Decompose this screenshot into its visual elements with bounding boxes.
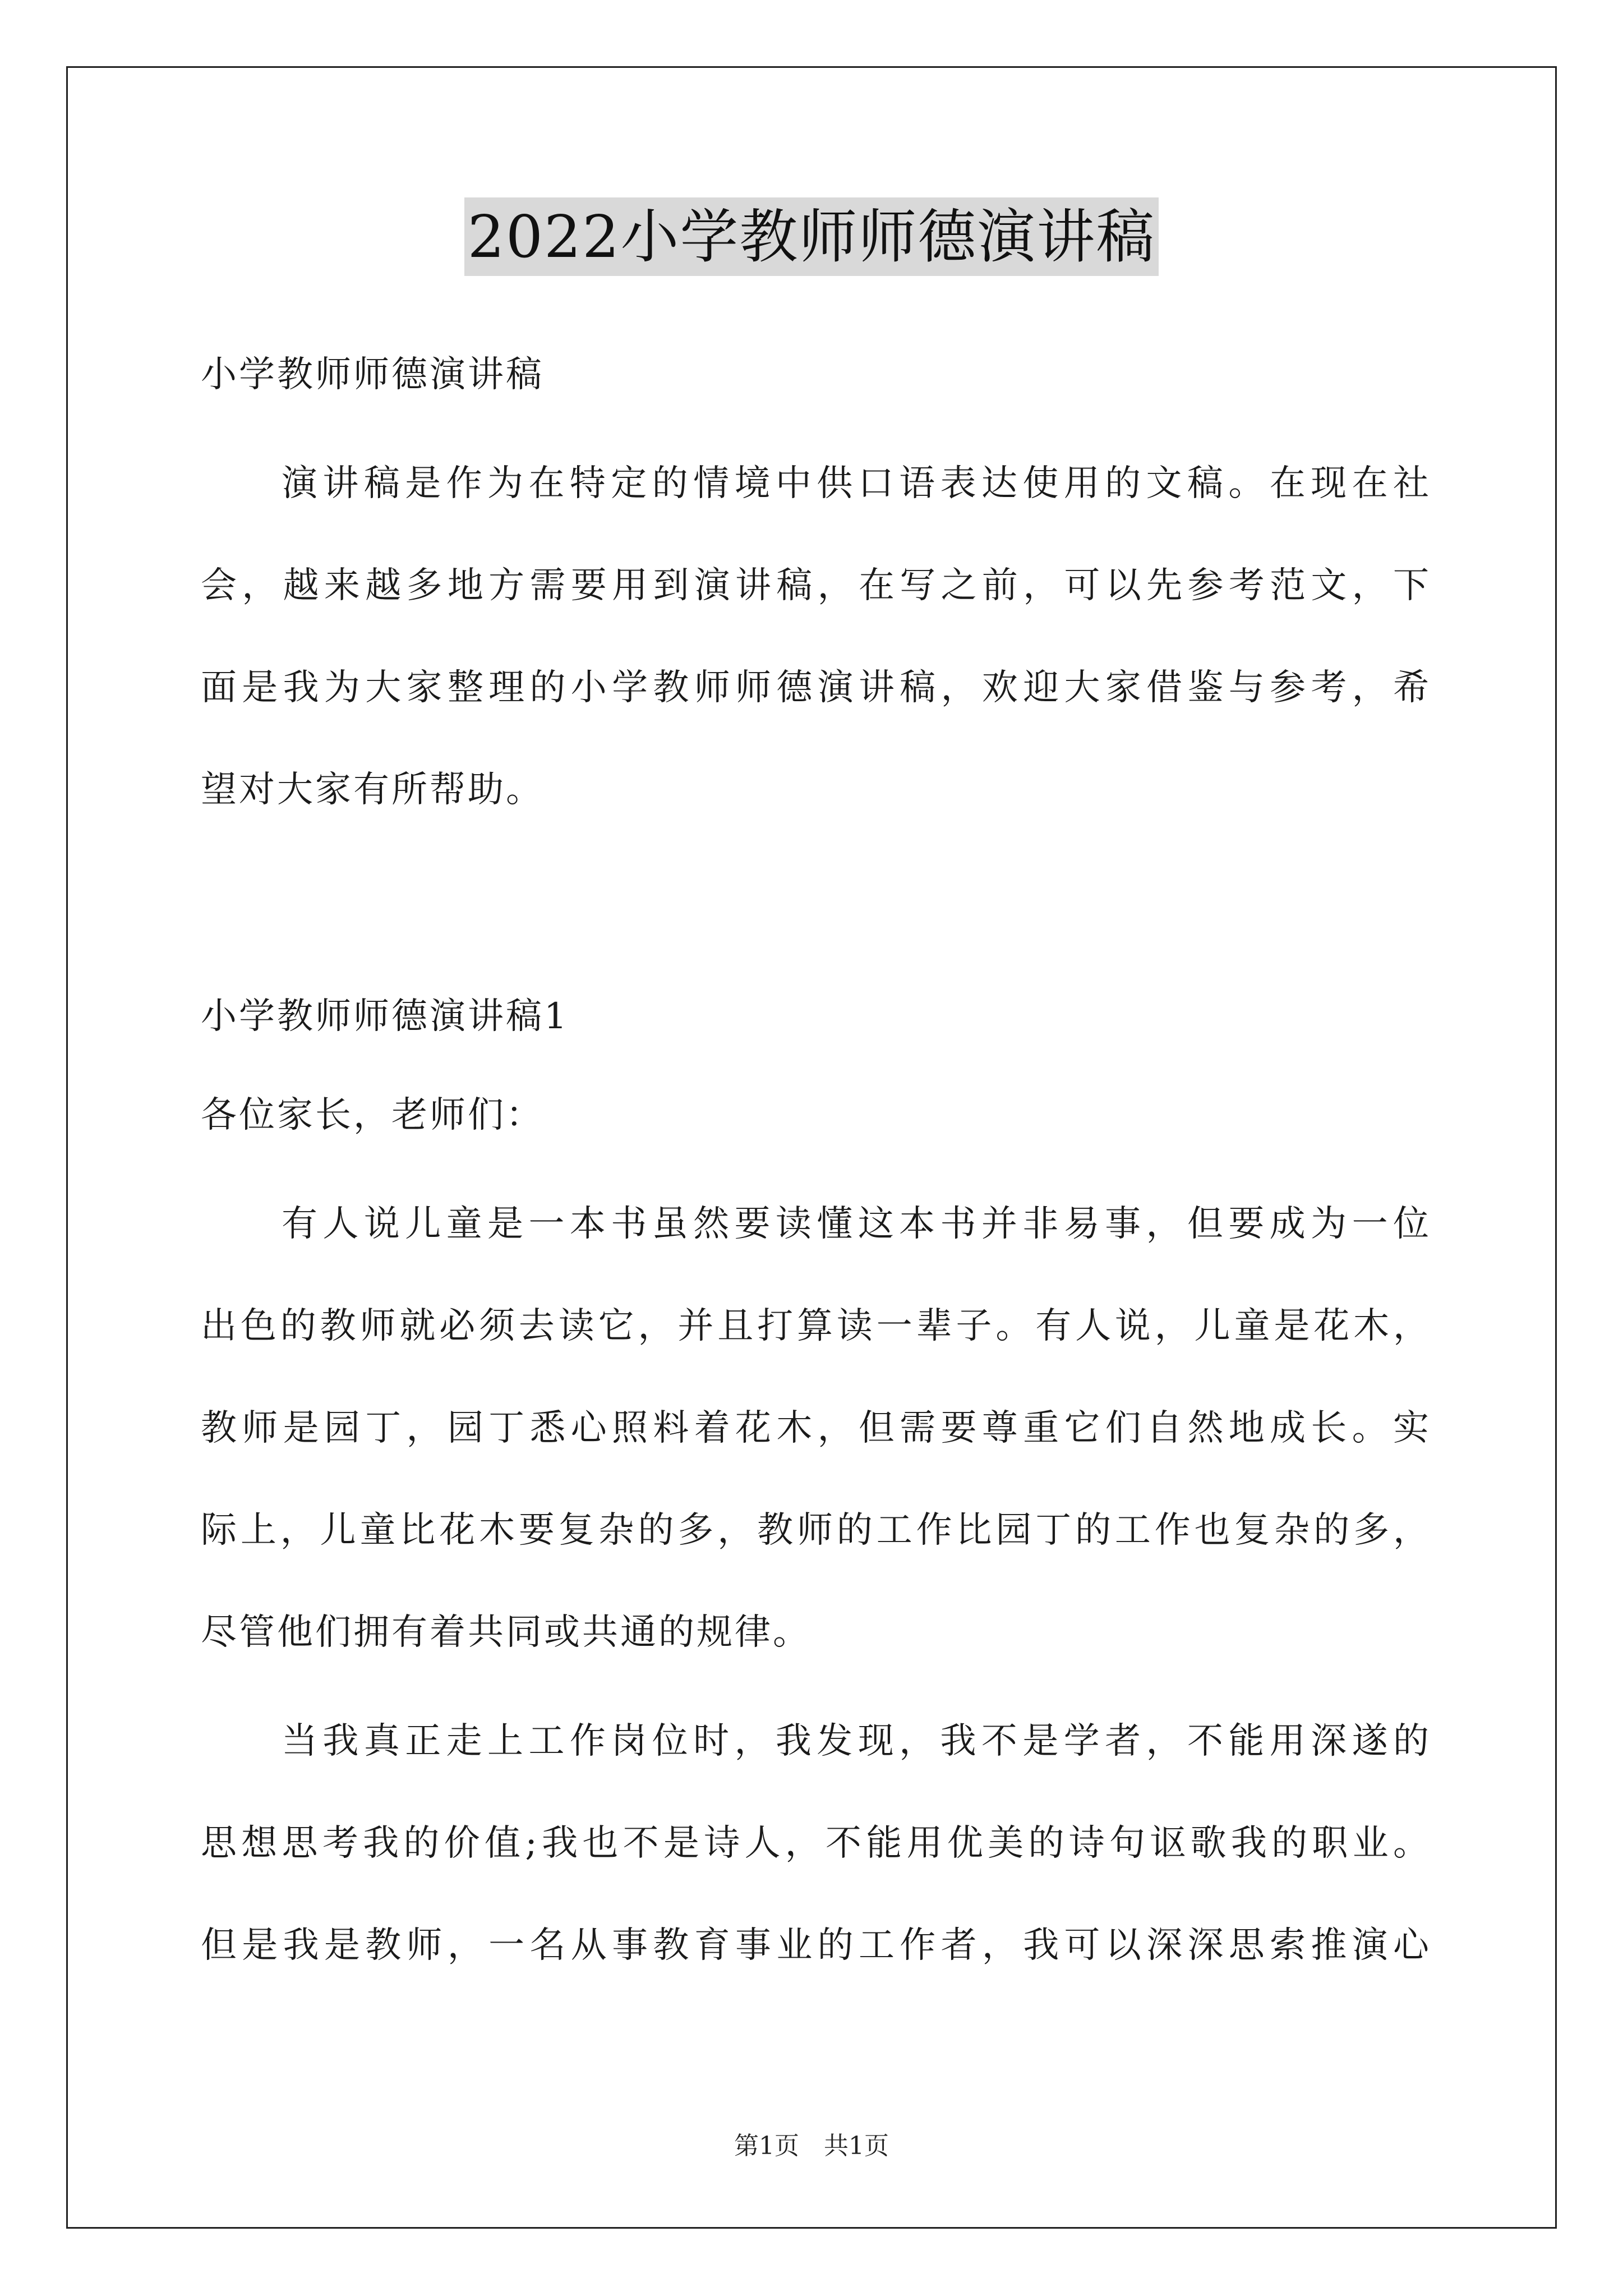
intro-line: 会，越来越多地方需要用到演讲稿，在写之前，可以先参考范文，下 [201, 565, 1429, 606]
paragraph-line: 当我真正走上工作岗位时，我发现，我不是学者，不能用深遂的 [282, 1720, 1429, 1762]
paragraph-line: 但是我是教师，一名从事教育事业的工作者，我可以深深思索推演心 [201, 1925, 1429, 1966]
paragraph-line: 有人说儿童是一本书虽然要读懂这本书并非易事，但要成为一位 [282, 1203, 1429, 1245]
intro-line: 望对大家有所帮助。 [201, 769, 544, 811]
title-container [0, 197, 1623, 276]
paragraph-line: 际上，儿童比花木要复杂的多，教师的工作比园丁的工作也复杂的多， [201, 1510, 1429, 1551]
salutation: 各位家长，老师们： [201, 1094, 544, 1136]
section-heading: 小学教师师德演讲稿1 [201, 996, 569, 1037]
paragraph-line: 教师是园丁，园丁悉心照料着花木，但需要尊重它们自然地成长。实 [201, 1407, 1429, 1449]
page-footer [0, 2131, 1623, 2162]
paragraph-line: 出色的教师就必须去读它，并且打算读一辈子。有人说，儿童是花木， [201, 1305, 1429, 1347]
page-number: 第1页 [734, 2132, 799, 2160]
document-title: 2022小学教师师德演讲稿 [464, 197, 1159, 276]
page-total: 共1页 [824, 2132, 889, 2160]
paragraph-line: 思想思考我的价值;我也不是诗人，不能用优美的诗句讴歌我的职业。 [201, 1823, 1429, 1864]
intro-line: 面是我为大家整理的小学教师师德演讲稿，欢迎大家借鉴与参考，希 [201, 667, 1429, 708]
paragraph-line: 尽管他们拥有着共同或共通的规律。 [201, 1612, 811, 1653]
intro-line: 演讲稿是作为在特定的情境中供口语表达使用的文稿。在现在社 [282, 463, 1429, 504]
subtitle: 小学教师师德演讲稿 [201, 354, 544, 395]
